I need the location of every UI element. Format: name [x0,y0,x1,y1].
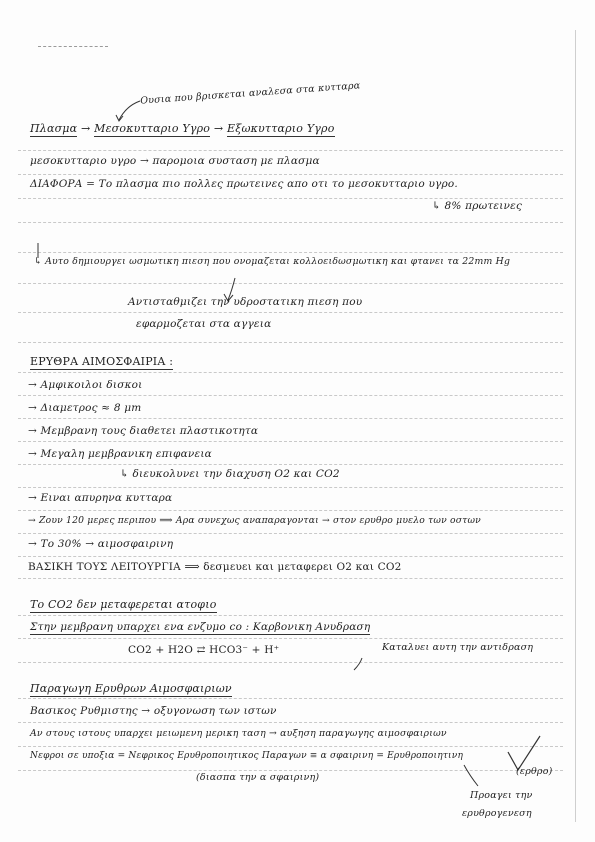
note-line: μεσοκυτταριο υγρο → παρομοια συσταση με πλασμα [30,155,320,167]
co2-equation: CO2 + H2O ⇄ HCO3⁻ + H⁺ [128,644,280,656]
bullet-item: → Ειναι απυρηνα κυτταρα [28,492,173,504]
co2-title-text: Το CO2 δεν μεταφερεται ατοφιο [30,598,217,611]
bullet-item: → Αμφικοιλοι δισκοι [28,379,143,391]
note-line: εφαρμοζεται στα αγγεια [136,318,272,330]
note-line: ↳ Αυτο δημιουργει ωσμωτικη πιεση που ονομαζεται κολλοειδωσμωτικη και φτανει τα 22mm Hg [34,256,511,267]
bullet-item: ↳ διευκολυνει την διαχυση Ο2 και CO2 [120,468,340,480]
note-line: Αντισταθμιζει την υδροστατικη πιεση που [128,296,363,308]
section-title [30,355,173,368]
co2-note: Καταλυει αυτη την αντιδραση [382,642,534,653]
production-note: ερυθρογενεση [462,808,532,819]
bullet-item: → Μεγαλη μεμβρανικη επιφανεια [28,448,212,460]
title-extracellular: Εξωκυτταριο Υγρο [226,122,335,135]
production-line: Βασικος Ρυθμιστης → οξυγονωση των ιστων [30,705,277,717]
title-interstitial: Μεσοκυτταριο Υγρο [94,122,211,135]
bullet-item: → Ζουν 120 μερες περιπου ⟹ Αρα συνεχως αναπαραγονται → στον ερυθρο μυελο των οστων [28,515,481,526]
production-note: Προαγει την [470,790,533,801]
function-line: ΒΑΣΙΚΗ ΤΟΥΣ ΛΕΙΤΟΥΡΓΙΑ ⟹ δεσμευει και μεταφερει Ο2 και CO2 [28,561,402,573]
note-line: ΔΙΑΦΟΡΑ = Το πλασμα πιο πολλες πρωτεινες απο οτι το μεσοκυτταριο υγρο. [30,178,458,190]
co2-line [30,621,370,633]
production-note: (διασπα την α σφαιρινη) [196,772,320,783]
co2-title [30,598,217,611]
note-line: ↳ 8% πρωτεινες [432,200,523,212]
bullet-item: → Το 30% → αιμοσφαιρινη [28,538,174,550]
production-title [30,682,232,695]
title-plasma: Πλασμα [30,122,78,135]
title-annotation: Ουσια που βρισκεται αναλεσα στα κυτταρα [139,80,361,107]
production-line: Αν στους ιστους υπαρχει μειωμενη μερικη ταση → αυξηση παραγωγης αιμοσφαιριων [30,728,447,739]
section-title-text: ΕΡΥΘΡΑ ΑΙΜΟΣΦΑΙΡΙΑ : [30,355,174,368]
bullet-item: → Διαμετρος ≈ 8 μm [28,402,142,414]
production-line: Νεφροι σε υποξια = Νεφρικος Ερυθροποιητικος Παραγων ≡ α σφαιρινη = Ερυθροποιητινη [30,751,464,761]
title-line [30,122,335,135]
production-note: (ερθρο) [516,766,553,777]
production-title-text: Παραγωγη Ερυθρων Αιμοσφαιριων [30,682,232,695]
title-arrow: → [80,122,91,135]
bullet-item: → Μεμβρανη τους διαθετει πλαστικοτητα [28,425,259,437]
co2-line-text: Στην μεμβρανη υπαρχει ενα ενζυμο co : Καρβονικη Ανυδραση [30,621,371,633]
title-arrow: → [213,122,224,135]
